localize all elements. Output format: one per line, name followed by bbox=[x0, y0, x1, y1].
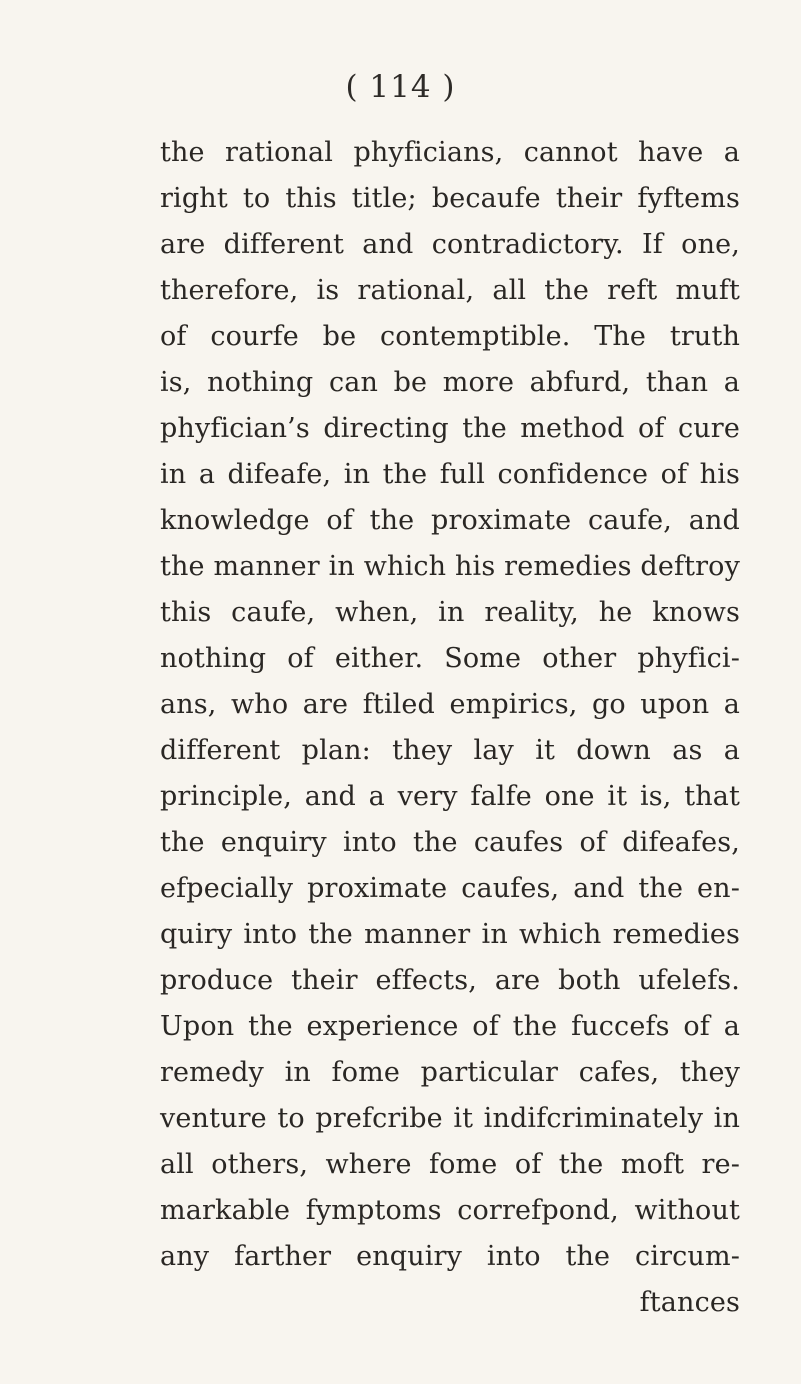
page-number: ( 114 ) bbox=[345, 69, 456, 105]
text-line: produce their effects, are both ufelefs. bbox=[160, 965, 740, 996]
text-line: ans, who are ftiled empirics, go upon a bbox=[160, 689, 740, 720]
text-line: quiry into the manner in which remedies bbox=[160, 919, 740, 950]
text-line: therefore, is rational, all the reft muft bbox=[160, 275, 740, 306]
text-line: the rational phyficians, cannot have a bbox=[160, 137, 740, 168]
text-line: nothing of either. Some other phyfici- bbox=[160, 643, 740, 674]
text-line: remedy in fome particular cafes, they bbox=[160, 1057, 740, 1088]
catchword: ftances bbox=[639, 1287, 740, 1318]
text-line: venture to prefcribe it indifcriminately in bbox=[160, 1103, 740, 1134]
text-line: all others, where fome of the moft re- bbox=[160, 1149, 740, 1180]
text-line: the manner in which his remedies deftroy bbox=[160, 551, 740, 582]
text-line: the enquiry into the caufes of difeafes, bbox=[160, 827, 740, 858]
text-line: are different and contradictory. If one, bbox=[160, 229, 740, 260]
text-line: principle, and a very falfe one it is, that bbox=[160, 781, 740, 812]
text-line: efpecially proximate caufes, and the en- bbox=[160, 873, 740, 904]
text-line: different plan: they lay it down as a bbox=[160, 735, 740, 766]
text-line: phyfician’s directing the method of cure bbox=[160, 413, 740, 444]
text-line: is, nothing can be more abfurd, than a bbox=[160, 367, 740, 398]
text-line: knowledge of the proximate caufe, and bbox=[160, 505, 740, 536]
text-line: right to this title; becaufe their fyftems bbox=[160, 183, 740, 214]
text-line: any farther enquiry into the circum- bbox=[160, 1241, 740, 1272]
text-line: this caufe, when, in reality, he knows bbox=[160, 597, 740, 628]
text-line: of courfe be contemptible. The truth bbox=[160, 321, 740, 352]
body-text bbox=[160, 130, 740, 1326]
text-line: Upon the experience of the fuccefs of a bbox=[160, 1011, 740, 1042]
text-line: in a difeafe, in the full confidence of his bbox=[160, 459, 740, 490]
text-line: markable fymptoms correfpond, without bbox=[160, 1195, 740, 1226]
